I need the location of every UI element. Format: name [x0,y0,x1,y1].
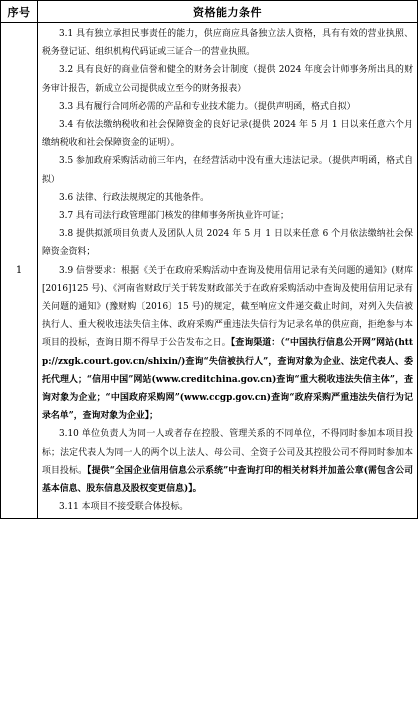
header-qualification-conditions: 资格能力条件 [38,1,418,23]
row-serial-number: 1 [1,23,38,519]
item-3-10-text: 3.10 单位负责人为同一人或者存在控股、管理关系的不同单位，不得同时参加本项目投标；法定代表人为同一人的两个以上法人、母公司、全资子公司及其控股公司不得同时参加本项目投标。 [42,429,413,476]
header-serial-number: 序号 [1,1,38,23]
item-3-3: 3.3 具有履行合同所必需的产品和专业技术能力。（提供声明函，格式自拟） [59,101,356,112]
item-3-5: 3.5 参加政府采购活动前三年内，在经营活动中没有重大违法记录。（提供声明函，格式自拟） [42,156,413,185]
item-3-11: 3.11 本项目不接受联合体投标。 [59,502,189,513]
item-3-8: 3.8 提供拟派项目负责人及团队人员 2024 年 5 月 1 日以来任意 6 个月依法缴纳社会保障资金资料； [42,229,413,258]
item-3-9-query-channels: 【查询渠道：（“中国执行信息公开网”网站(http://zxgk.court.gov.cn/shixin/)查询“失信被执行人”，查询对象为企业、法定代表人、委托代理人；“信用中国”网站(www.creditchina.gov.cn)查询“重大税收违法失信主体”，查询对象为企业；“中国政府采购网”(www.ccgp.gov.cn)查询“政府采购严重违法失信行为记录名单”，查询对象为企业】； [42,338,414,422]
item-3-1: 3.1 具有独立承担民事责任的能力，供应商应具备独立法人资格，具有有效的营业执照、税务登记证、组织机构代码证或三证合一的营业执照。 [42,29,413,58]
table-row [1,23,418,519]
item-3-7: 3.7 具有司法行政管理部门核发的律师事务所执业许可证； [59,211,289,222]
item-3-10-required-materials: 【提供“全国企业信用信息公示系统”中查询打印的相关材料并加盖公章(需包含公司基本信息、股东信息及股权变更信息)】。 [42,465,413,495]
item-3-2: 3.2 具有良好的商业信誉和健全的财务会计制度（提供 2024 年度会计师事务所出具的财务审计报告，新成立公司提供成立至今的财务报表） [42,65,413,94]
item-3-10 [42,425,413,498]
table-header-row [1,1,418,23]
item-3-9-text: 3.9 信誉要求：根据《关于在政府采购活动中查询及使用信用记录有关问题的通知》(财库[2016]125 号)、《河南省财政厅关于转发财政部关于在政府采购活动中查询及使用信用记录有关问题的通知》(豫财购〔2016〕15 号)的规定，截至响应文件递交截止时间，对列入失信被执行人、重大税收违法失信主体、政府采购严重违法失信行为记录名单的供应商，拒绝参与本项目的投标，查询日期不得早于公告发布之日。 [42,265,413,349]
item-3-9 [42,262,413,426]
qualification-list [38,23,418,519]
item-3-4: 3.4 有依法缴纳税收和社会保障资金的良好记录(提供 2024 年 5 月 1 日以来任意六个月缴纳税收和社会保障资金的证明）。 [42,120,413,149]
item-3-6: 3.6 法律、行政法规规定的其他条件。 [59,192,210,203]
